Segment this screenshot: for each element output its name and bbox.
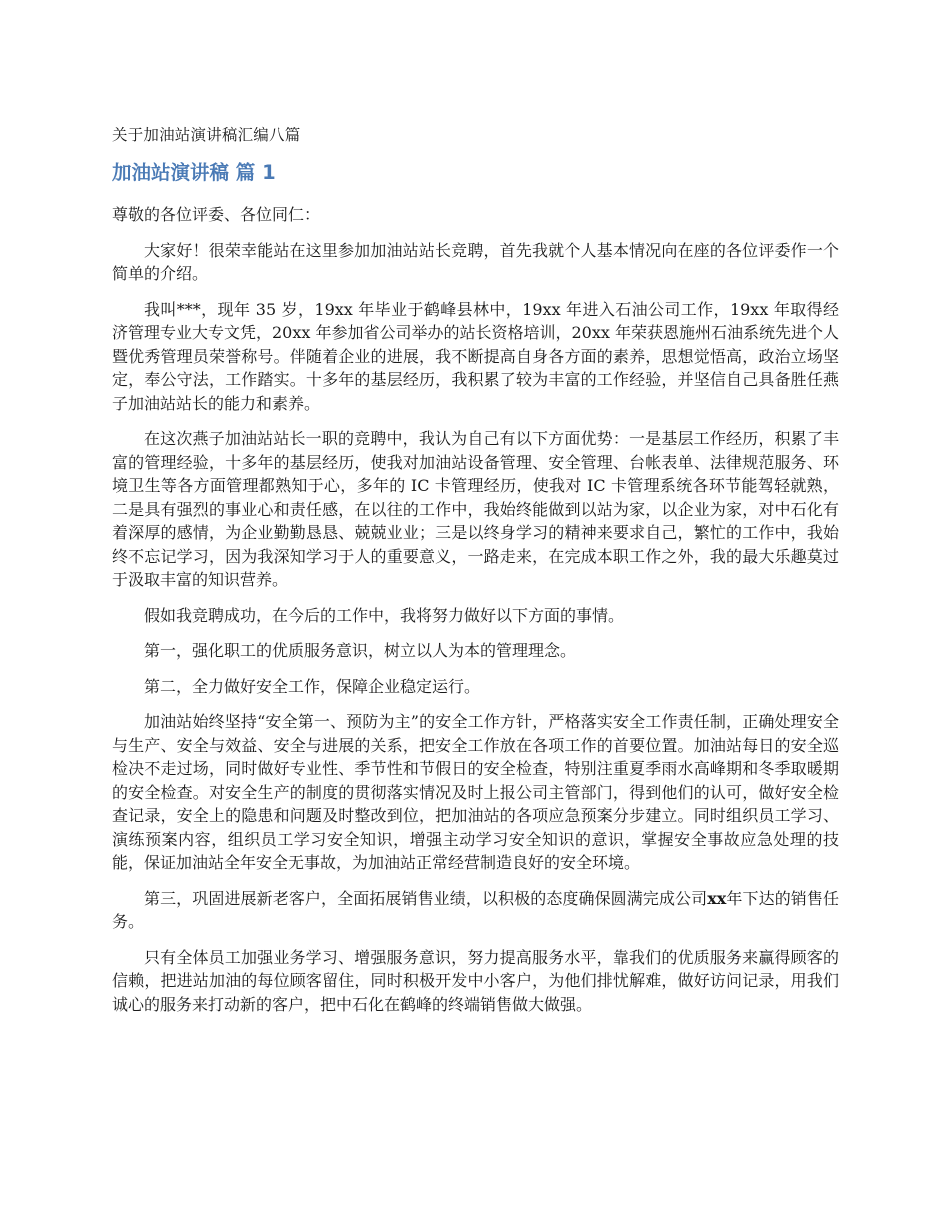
paragraph-background: 我叫***，现年 35 岁，19xx 年毕业于鹤峰县林中，19xx 年进入石油公司工作，19xx 年取得经济管理专业大专文凭，20xx 年参加省公司举办的站长资格培训，20xx 年荣获恩施州石油系统先进个人暨优秀管理员荣誉称号。伴随着企业的进展，我不断提高自身各方面的素养，思想觉悟高，政治立场坚定，奉公守法，工作踏实。十多年的基层经历，我积累了较为丰富的工作经验，并坚信自己具备胜任燕子加油站站长的能力和素养。 xyxy=(112,299,839,413)
salutation: 尊敬的各位评委、各位同仁： xyxy=(112,205,321,224)
document-page xyxy=(112,118,839,1028)
paragraph-first-point: 第一，强化职工的优质服务意识，树立以人为本的管理理念。 xyxy=(144,641,577,660)
paragraph-safety: 加油站始终坚持“安全第一、预防为主”的安全工作方针，严格落实安全工作责任制，正确处理安全与生产、安全与效益、安全与进展的关系，把安全工作放在各项工作的首要位置。加油站每日的安全巡检决不走过场，同时做好专业性、季节性和节假日的安全检查，特别注重夏季雨水高峰期和冬季取暖期的安全检查。对安全生产的制度的贯彻落实情况及时上报公司主管部门，得到他们的认可，做好安全检查记录，安全上的隐患和问题及时整改到位，把加油站的各项应急预案分步建立。同时组织员工学习、演练预案内容，组织员工学习安全知识，增强主动学习安全知识的意识，掌握安全事故应急处理的技能，保证加油站全年安全无事故，为加油站正常经营制造良好的安全环境。 xyxy=(112,712,839,872)
third-point-text-start: 第三，巩固进展新老客户，全面拓展销售业绩，以积极的态度确保圆满完成公司 xyxy=(144,888,708,908)
paragraph-advantages: 在这次燕子加油站站长一职的竞聘中，我认为自己有以下方面优势：一是基层工作经历，积累了丰富的管理经验，十多年的基层经历，使我对加油站设备管理、安全管理、台帐表单、法律规范服务、环境卫生等各方面管理都熟知于心，多年的 IC 卡管理经历，使我对 IC 卡管理系统各环节能驾轻就熟，二是具有强烈的事业心和责任感，在以往的工作中，我始终能做到以站为家，以企业为家，对中石化有着深厚的感情，为企业勤勤恳恳、兢兢业业；三是以终身学习的精神来要求自己，繁忙的工作中，我始终不忘记学习，因为我深知学习于人的重要意义，一路走来，在完成本职工作之外，我的最大乐趣莫过于汲取丰富的知识营养。 xyxy=(112,429,839,589)
third-point-bold-year: xx xyxy=(707,888,727,908)
document-title: 关于加油站演讲稿汇编八篇 xyxy=(112,126,301,144)
paragraph-final: 只有全体员工加强业务学习、增强服务意识，努力提高服务水平，靠我们的优质服务来赢得顾客的信赖，把进站加油的每位顾客留住，同时积极开发中小客户，为他们排忧解难，做好访问记录，用我们诚心的服务来打动新的客户，把中石化在鹤峰的终端销售做大做强。 xyxy=(112,947,839,1014)
paragraph-second-point: 第二，全力做好安全工作，保障企业稳定运行。 xyxy=(144,676,481,696)
paragraph-third-point xyxy=(112,887,839,934)
section-heading: 加油站演讲稿 篇 1 xyxy=(112,161,276,184)
paragraph-intro: 大家好！很荣幸能站在这里参加加油站站长竞聘，首先我就个人基本情况向在座的各位评委作一个简单的介绍。 xyxy=(112,240,839,283)
paragraph-plan-intro: 假如我竞聘成功，在今后的工作中，我将努力做好以下方面的事情。 xyxy=(144,605,625,625)
third-point-text-end: 年下达的销售任务。 xyxy=(112,888,839,931)
